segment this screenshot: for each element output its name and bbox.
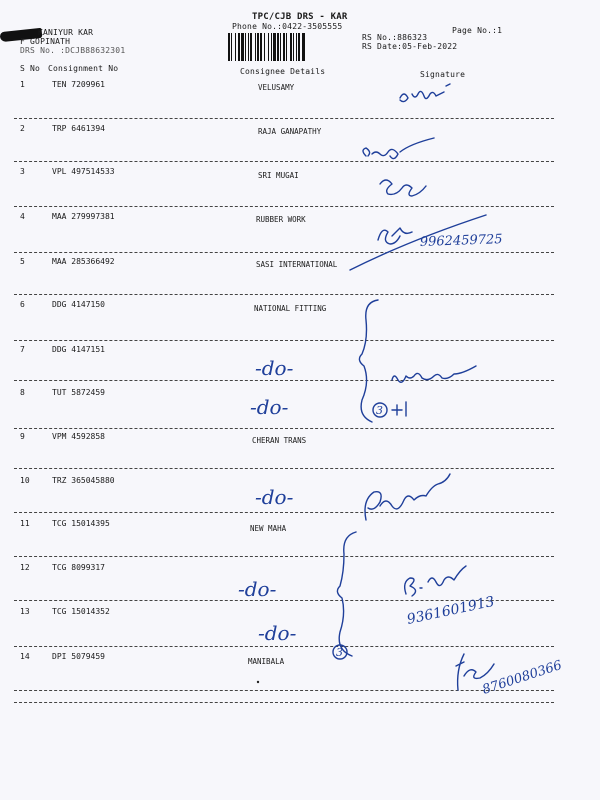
- row-consignment-no: MAA 279997381: [52, 212, 115, 221]
- signature-4: [350, 215, 486, 270]
- row-divider: [14, 512, 554, 513]
- signature-14: [456, 654, 494, 690]
- row-divider: [14, 600, 554, 601]
- row-divider: [14, 428, 554, 429]
- signature-10: [365, 474, 450, 520]
- row-consignment-no: TRP 6461394: [52, 124, 105, 133]
- row-consignment-no: MAA 285366492: [52, 257, 115, 266]
- ditto-mark: -do-: [255, 356, 294, 380]
- row-sno: 7: [20, 345, 25, 354]
- person-name: F GOPINATH: [20, 37, 71, 46]
- branch-name: KANIYUR KAR: [38, 28, 94, 37]
- row-consignee: SASI INTERNATIONAL: [256, 260, 338, 269]
- row-sno: 6: [20, 300, 25, 309]
- col-signature-header: Signature: [420, 70, 466, 79]
- row-sno: 10: [20, 476, 30, 485]
- signature-1: [400, 84, 450, 102]
- row-sno: 4: [20, 212, 25, 221]
- rs-number: RS No.:886323: [362, 33, 428, 42]
- row-consignment-no: TUT 5872459: [52, 388, 105, 397]
- row-sno: 9: [20, 432, 25, 441]
- phone-number: Phone No.:0422-3505555: [232, 22, 343, 31]
- row-consignee: NEW MAHA: [250, 524, 287, 533]
- ditto-mark: -do-: [238, 577, 277, 601]
- row-divider: [14, 556, 554, 557]
- signature-12: [405, 566, 466, 596]
- row-consignee: CHERAN TRANS: [252, 436, 307, 445]
- row-consignment-no: TCG 15014395: [52, 519, 110, 528]
- handwritten-phone-12: 9361601913: [405, 593, 496, 628]
- row-consignment-no: TEN 7209961: [52, 80, 105, 89]
- row-divider: [14, 118, 554, 119]
- ditto-mark: -do-: [258, 621, 297, 645]
- row-sno: 13: [20, 607, 30, 616]
- row-consignment-no: DDG 4147151: [52, 345, 105, 354]
- row-divider: [14, 206, 554, 207]
- handwritten-phone-4: 9962459725: [419, 232, 503, 250]
- handwritten-phone-14: 8760080366: [480, 657, 564, 698]
- barcode: [228, 33, 352, 61]
- row-consignment-no: DDG 4147150: [52, 300, 105, 309]
- ditto-mark: -do-: [255, 485, 294, 509]
- row-divider: [14, 380, 554, 381]
- row-consignee: RUBBER WORK: [256, 215, 306, 224]
- row-divider: [14, 468, 554, 469]
- circle-note-13: [333, 645, 347, 659]
- row-consignee: VELUSAMY: [258, 83, 295, 92]
- row-sno: 5: [20, 257, 25, 266]
- ditto-mark: -do-: [250, 395, 289, 419]
- circle-note-8-text: 3: [376, 404, 383, 417]
- row-sno: 8: [20, 388, 25, 397]
- row-sno: 3: [20, 167, 25, 176]
- row-consignment-no: VPM 4592858: [52, 432, 105, 441]
- row-divider: [14, 702, 554, 703]
- row-consignee: NATIONAL FITTING: [254, 304, 327, 313]
- brace-11-13: [337, 532, 356, 656]
- row-sno: 2: [20, 124, 25, 133]
- row-consignee: RAJA GANAPATHY: [258, 127, 322, 136]
- row-divider: [14, 294, 554, 295]
- circle-note-13-text: 3: [336, 646, 343, 659]
- row-consignment-no: TCG 8099317: [52, 563, 105, 572]
- row-divider: [14, 690, 554, 691]
- row-divider: [14, 340, 554, 341]
- row-sno: 14: [20, 652, 30, 661]
- row-sno: 1: [20, 80, 25, 89]
- document-title: TPC/CJB DRS - KAR: [252, 12, 348, 22]
- page-number: Page No.:1: [452, 26, 503, 35]
- row-divider: [14, 252, 554, 253]
- brace-6-8: [359, 300, 378, 422]
- row-consignee: SRI MUGAI: [258, 171, 299, 180]
- col-sno-header: S No: [20, 64, 41, 73]
- row-consignment-no: TCG 15014352: [52, 607, 110, 616]
- row-sno: 12: [20, 563, 30, 572]
- row-consignee: MANIBALA: [248, 657, 285, 666]
- row-consignment-no: VPL 497514533: [52, 167, 115, 176]
- rs-date: RS Date:05-Feb-2022: [362, 42, 458, 51]
- signature-3: [380, 180, 426, 196]
- circle-note-8: [373, 403, 387, 417]
- row-sno: 11: [20, 519, 30, 528]
- signature-2: [363, 138, 434, 159]
- stray-dot: [257, 681, 259, 683]
- row-divider: [14, 646, 554, 647]
- col-consignee-header: Consignee Details: [240, 67, 326, 76]
- col-consignment-header: Consignment No: [48, 64, 119, 73]
- row-consignment-no: TRZ 365045880: [52, 476, 115, 485]
- plus-note-8: [392, 402, 406, 416]
- row-divider: [14, 161, 554, 162]
- drs-number: DRS No. :DCJB88632301: [20, 46, 126, 55]
- row-consignment-no: DPI 5079459: [52, 652, 105, 661]
